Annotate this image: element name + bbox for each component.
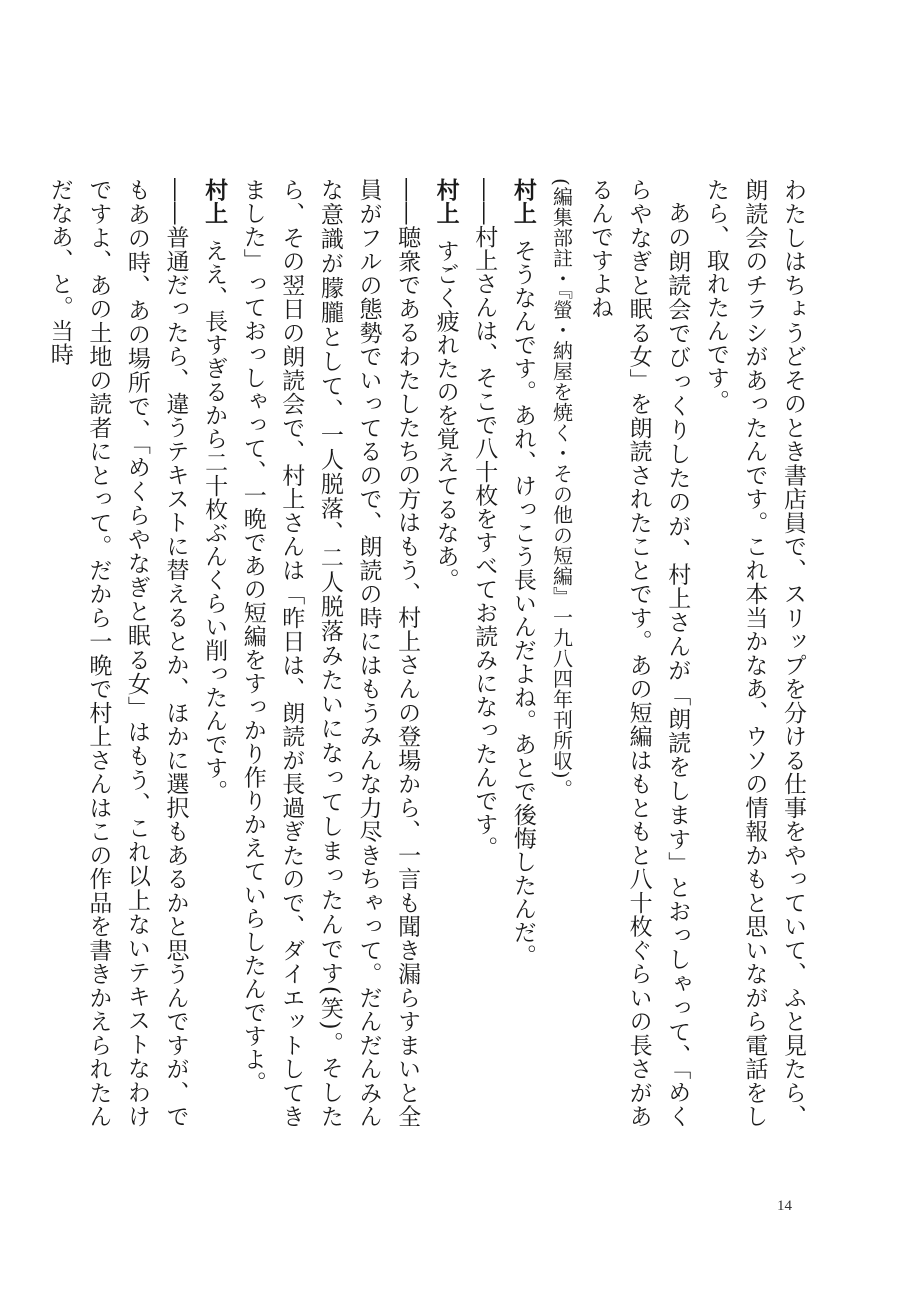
speaker-paragraph — [426, 178, 465, 1128]
speaker-text: すごく疲れたのを覚えてるなあ。 — [432, 238, 459, 592]
speaker-name: 村上 — [432, 178, 459, 225]
speaker-text: そうなんです。あれ、けっこう長いんだよね。あとで後悔したんだ。 — [509, 238, 536, 968]
editor-note — [542, 178, 581, 1128]
speaker-text: ええ、長すぎるから二十枚ぶんくらい削ったんです。 — [201, 238, 228, 803]
note-text: (編集部註・『螢・納屋を焼く・その他の短編』一九八四年刊所収)。 — [549, 178, 574, 800]
paragraph-text: あの朗読会でびっくりしたのが、村上さんが「朗読をします」とおっしゃって、「めくらやなぎと眠る女」を朗読されたことです。あの短編はもともと八十枚ぐらいの長さがあるんですよね — [587, 178, 691, 1128]
vertical-text-block — [46, 178, 812, 1128]
speaker-name: 村上 — [201, 178, 228, 225]
interviewer-text: ――村上さんは、そこで八十枚をすべてお読みになったんです。 — [471, 178, 498, 860]
paragraph-text: わたしはちょうどそのとき書店員で、スリップを分ける仕事をやっていて、ふと見たら、朗読会のチラシがあったんです。これ本当かなあ、ウソの情報かもと思いながら電話をしたら、取れたんです。 — [702, 178, 806, 1128]
speaker-paragraph — [503, 178, 542, 1128]
interviewer-text: ――聴衆であるわたしたちの方はもう、村上さんの登場から、一言も聞き漏らすまいと全員がフルの態勢でいってるので、朗読の時にはもうみんな力尽きちゃって。だんだんみんな意識が朦朧として、一人脱落、二人脱落みたいになってしまったんです(笑)。そしたら、その翌日の朗読会で、村上さんは「昨日は、朗読が長過ぎたので、ダイエットしてきました」っておっしゃって、一晩であの短編をすっかり作りかえていらしたんですよ。 — [239, 178, 421, 1128]
interviewer-paragraph — [233, 178, 426, 1128]
speaker-name: 村上 — [509, 178, 536, 225]
paragraph-continuation — [696, 178, 812, 1128]
paragraph-reading-event — [580, 178, 696, 1128]
page-number: 14 — [777, 1198, 792, 1214]
interviewer-paragraph — [465, 178, 504, 1128]
interviewer-text: ――普通だったら、違うテキストに替えるとか、ほかに選択もあるかと思うんですが、でもあの時、あの場所で、「めくらやなぎと眠る女」はもう、これ以上ないテキストなわけですよ、あの土地の読者にとって。だから一晩で村上さんはこの作品を書きかえられたんだなあ、と。当時 — [46, 178, 189, 1128]
speaker-paragraph — [195, 178, 234, 1128]
interviewer-paragraph — [40, 178, 194, 1128]
